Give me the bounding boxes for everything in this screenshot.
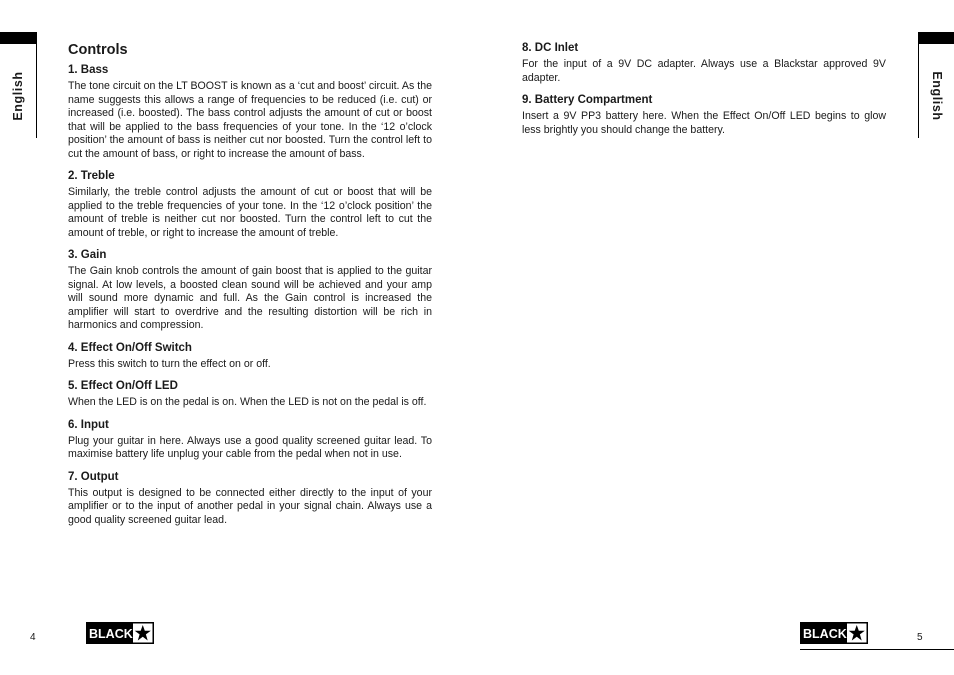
logo-wordmark: BLACK bbox=[803, 627, 847, 641]
tab-bar-right bbox=[919, 32, 954, 44]
left-page-column bbox=[68, 42, 432, 536]
language-tab-left bbox=[0, 32, 37, 138]
section-body-battery: Insert a 9V PP3 battery here. When the Effect On/Off LED begins to glow less brightly you should change the battery. bbox=[522, 110, 886, 136]
tab-bar-left bbox=[0, 32, 36, 44]
language-tab-right bbox=[918, 32, 954, 138]
section-title-treble: 2. Treble bbox=[68, 170, 115, 182]
section-body-input: Plug your guitar in here. Always use a good quality screened guitar lead. To maximise battery life unplug your cable from the pedal when not in use. bbox=[68, 434, 432, 460]
section-body-dc-inlet: For the input of a 9V DC adapter. Always use a Blackstar approved 9V adapter. bbox=[522, 58, 886, 84]
section-body-treble: Similarly, the treble control adjusts the amount of cut or boost that will be applied to the treble frequencies of your tone. In the ‘12 o’clock position’ the amount of treble is neither cut nor boosted. Turn the control left to cut the amount of treble, or right to increase the amount of treble. bbox=[68, 186, 432, 239]
section-title-output: 7. Output bbox=[68, 470, 119, 483]
page-heading-controls: Controls bbox=[68, 42, 128, 58]
brand-logo-left bbox=[86, 622, 154, 644]
section-title-input: 6. Input bbox=[68, 418, 109, 431]
page-number-left: 4 bbox=[30, 632, 36, 643]
language-label-right: English bbox=[930, 71, 944, 121]
page-number-right: 5 bbox=[917, 632, 923, 643]
section-title-switch: 4. Effect On/Off Switch bbox=[68, 341, 192, 354]
section-title-dc-inlet: 8. DC Inlet bbox=[522, 42, 579, 54]
section-body-led: When the LED is on the pedal is on. When the LED is not on the pedal is off. bbox=[68, 396, 427, 408]
section-body-output: This output is designed to be connected either directly to the input of your amplifier or to the input of another pedal in your signal chain. Always use a good quality screened guitar lead. bbox=[68, 486, 432, 526]
section-title-bass: 1. Bass bbox=[68, 64, 109, 76]
section-body-gain: The Gain knob controls the amount of gain boost that is applied to the guitar signal. At low levels, a boosted clean sound will be achieved and your amp will sound more dynamic and full. As the Gain control is increased the amplifier will start to overdrive and the resulting distortion will be rich in harmonics and compression. bbox=[68, 265, 432, 331]
language-label-left: English bbox=[11, 71, 25, 121]
section-body-switch: Press this switch to turn the effect on or off. bbox=[68, 357, 271, 370]
section-title-battery: 9. Battery Compartment bbox=[522, 94, 653, 106]
section-body-bass: The tone circuit on the LT BOOST is known as a ‘cut and boost’ circuit. As the name suggests this allows a range of frequencies to be reduced (i.e. cut) or increased (i.e. boosted). The bass control adjusts the amount of cut or boost that will be applied to the bass frequencies of your tone. In the ‘12 o’clock position’ the amount of bass is neither cut nor boosted. Turn the control left to cut the amount of bass, or right to increase the amount of bass. bbox=[68, 80, 432, 160]
right-page-column bbox=[522, 42, 886, 146]
section-title-gain: 3. Gain bbox=[68, 249, 107, 261]
section-title-led: 5. Effect On/Off LED bbox=[68, 380, 178, 392]
logo-wordmark: BLACK bbox=[89, 627, 133, 641]
brand-logo-right bbox=[800, 622, 868, 644]
footer-rule bbox=[800, 649, 954, 650]
